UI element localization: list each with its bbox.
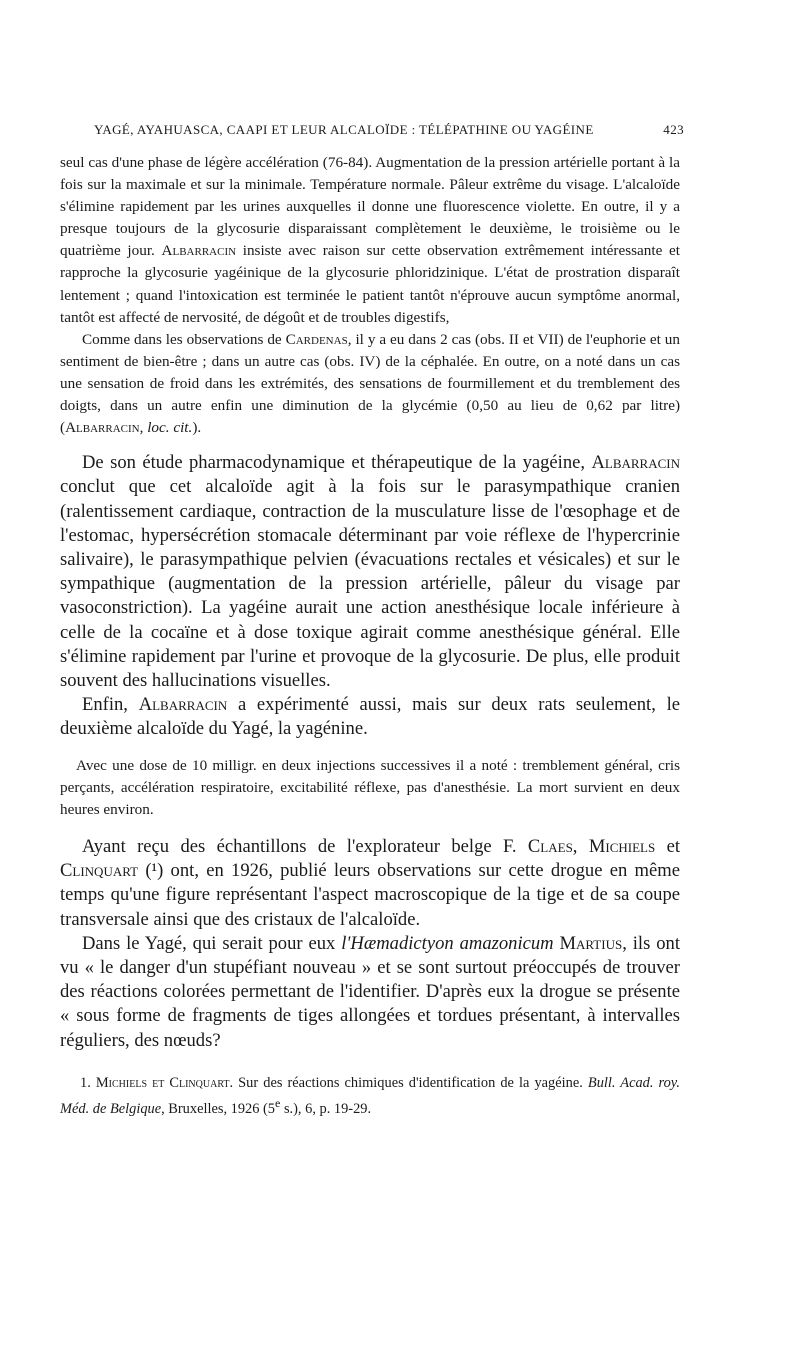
text-run: Dans le Yagé, qui serait pour eux <box>82 932 342 954</box>
author-name: Albarracin <box>591 452 680 474</box>
text-run: a expérimenté aussi, mais sur deux rats seulement, le deuxième alcaloïde du Yagé, la yagénine. <box>60 694 680 740</box>
text-run: ). <box>192 419 202 437</box>
text-run: , <box>572 835 589 857</box>
author-name: Albarracin <box>161 242 237 260</box>
author-name: Clinquart <box>60 860 139 882</box>
author-name: Albarracin <box>138 694 228 716</box>
text-run: seul cas d'une phase de légère accélération (76-84). Augmentation de la pression artérielle portant à la fois sur la maximale et sur la minimale. Température normale. Pâleur extrême du visage. L'alcaloïde s'élimine rapidement par les urines auxquelles il donne une fluorescence violette. En outre, il y a presque toujours de la glycosurie disparaissant complètement le deuxième, le troisième ou le quatrième jour. <box>60 154 680 260</box>
author-name: Claes <box>527 835 573 857</box>
citation: loc. cit. <box>147 419 193 437</box>
paragraph-yagenine <box>60 693 680 741</box>
author-name: Michiels <box>588 835 656 857</box>
paragraph-haemadictyon <box>60 932 680 1053</box>
footnote-number: 1. <box>80 1074 91 1091</box>
footnote-reference[interactable]: (¹) <box>145 860 164 882</box>
paragraph-cardenas: Comme dans les observations de Cardenas, il y a eu dans 2 cas (obs. II et VII) de l'euphorie et un sentiment de bien-être ; dans un autre cas (obs. IV) de la céphalée. En outre, on a noté dans un cas une sensation de froid dans les extrémités, des sensations de fourmillement et du tremblement des doigts, dans un autre enfin une diminution de la glycémie (0,50 au lieu de 0,62 par litre) (Albarracin, loc. cit.). <box>60 330 680 437</box>
text-run: et <box>655 835 681 857</box>
text-run: ont, en 1926, publié leurs observations sur cette drogue en même temps qu'une figure représentant l'aspect macroscopique de la tige et de sa coupe transversale ainsi que des cristaux de l'alcaloïde. <box>60 860 680 930</box>
author-name: Cardenas <box>285 330 348 348</box>
author-name: Albarracin <box>65 419 140 437</box>
author-name: Martius <box>559 932 623 954</box>
journal-title: Bull. Acad. roy. Méd. de Belgique <box>60 1074 681 1117</box>
text-run: , il y a eu dans 2 cas (obs. II et VII) de l'euphorie et un sentiment de bien-être ; dans un autre cas (obs. IV) de la céphalée. En outre, on a noté dans un cas une sensation de froid dans les extrémités, des sensations de fourmillement et du tremblement des doigts, dans un autre enfin une diminution de la glycémie (0,50 au lieu de 0,62 par litre) ( <box>60 330 680 437</box>
page-number: 423 <box>663 122 684 137</box>
text-run: Ayant reçu des échantillons de l'explorateur belge F. <box>82 835 528 857</box>
superscript: e <box>275 1095 281 1110</box>
text-run: insiste avec raison sur cette observation extrêmement intéressante et rapproche la glycosurie yagéinique de la glycosurie phloridzinique. L'état de prostration disparaît lentement ; quand l'intoxication est terminée le patient tantôt n'éprouve aucun symptôme anormal, tantôt est affecté de nervosité, de dégoût et de troubles digestifs, <box>60 242 680 326</box>
book-page <box>60 118 684 1119</box>
text-run: Enfin, <box>82 694 139 716</box>
text-run: . Sur des réactions chimiques d'identification de la yagéine. <box>229 1074 588 1091</box>
text-run: De son étude pharmacodynamique et thérapeutique de la yagéine, <box>82 452 592 474</box>
species-name: l'Hæmadictyon amazonicum <box>341 932 554 954</box>
paragraph-continued <box>60 152 680 329</box>
paragraph-claes <box>60 835 680 932</box>
text-run: , Bruxelles, 1926 (5 <box>161 1100 276 1117</box>
author-name: Michiels et Clinquart <box>95 1074 230 1091</box>
running-head-title: YAGÉ, AYAHUASCA, CAAPI ET LEUR ALCALOÏDE : TÉLÉPATHINE OU YAGÉINE <box>94 122 594 137</box>
footnote <box>60 1073 680 1119</box>
paragraph-pharmacodynamic <box>60 451 680 693</box>
text-run: Comme dans les observations de <box>82 330 286 348</box>
text-run: , ils ont vu « le danger d'un stupéfiant nouveau » et se sont surtout préoccupés de trouver des réactions colorées permettant de l'identifier. D'après eux la drogue se présente « sous forme de fragments de tiges allongées et tordues présentant, à intervalles réguliers, des nœuds? <box>60 932 680 1051</box>
text-run: s.), 6, p. 19-29. <box>280 1100 372 1117</box>
text-run: conclut que cet alcaloïde agit à la fois sur le parasympathique cranien (ralentissement cardiaque, contraction de la musculature lisse de l'œsophage et de l'estomac, hypersécrétion stomacale déterminant par voie réflexe de l'hypercrinie salivaire), le parasympathique pelvien (évacuations rectales et vésicales) et sur le sympathique (augmentation de la pression artérielle, pâleur du visage par vasoconstriction). La yagéine aurait une action anesthésique locale inférieure à celle de la cocaïne et à dose toxique agirait comme anesthésique général. Elle s'élimine rapidement par l'urine et provoque de la glycosurie. De plus, elle produit souvent des hallucinations visuelles. <box>60 476 680 692</box>
quoted-observation: Avec une dose de 10 milligr. en deux injections successives il a noté : tremblement général, cris perçants, accélération respiratoire, excitabilité réflexe, pas d'anesthésie. La mort survient en deux heures environ. <box>60 756 680 818</box>
running-head <box>60 118 684 142</box>
